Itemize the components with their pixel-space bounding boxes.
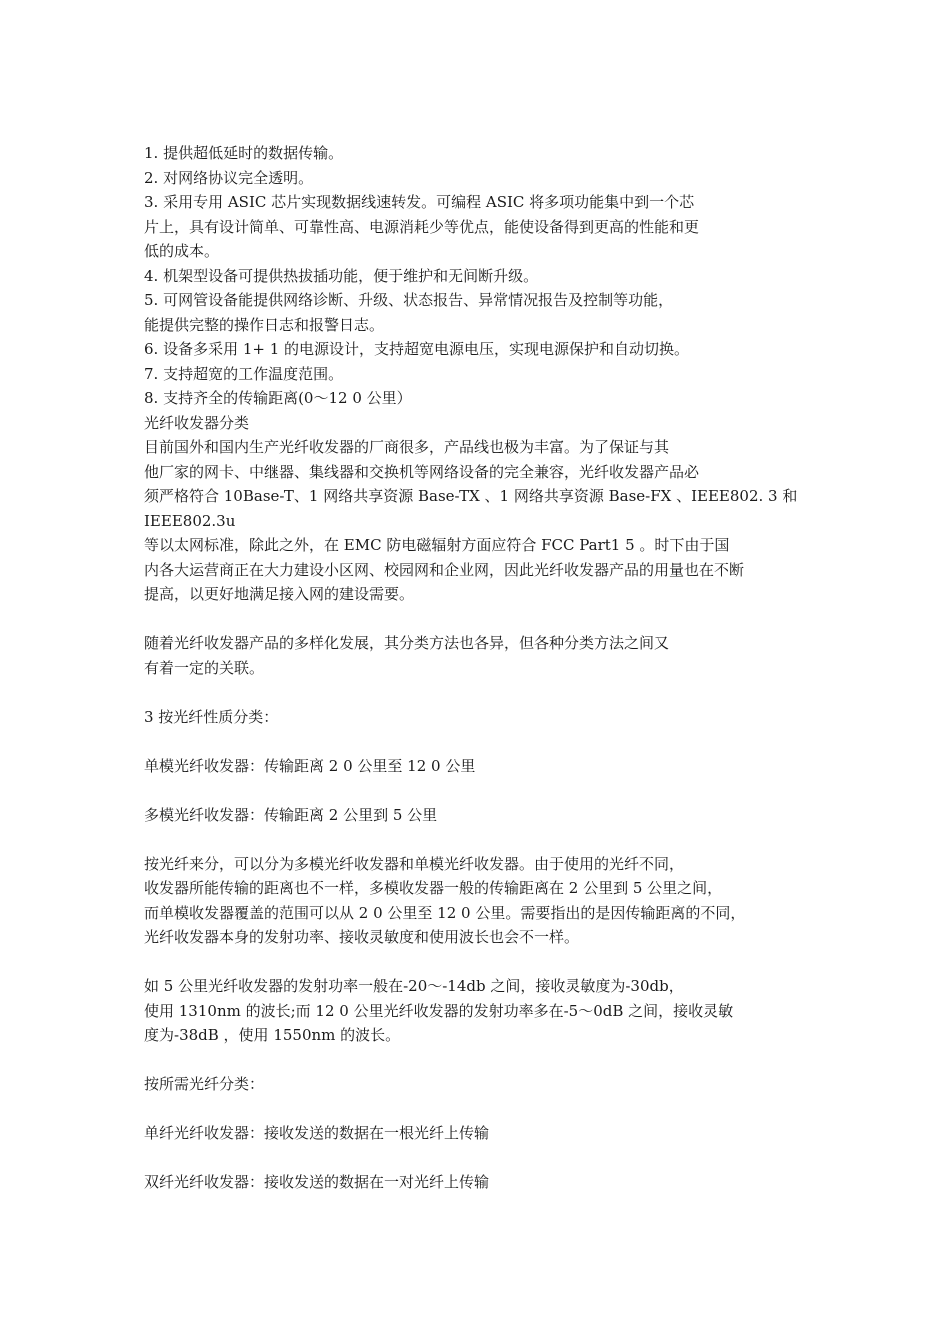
text-line: 收发器所能传输的距离也不一样，多模收发器一般的传输距离在 2 公里到 5 公里之间， — [144, 879, 723, 897]
text-line: 单模光纤收发器：传输距离 2 0 公里至 12 0 公里 — [144, 756, 476, 775]
text-line: 2. 对网络协议完全透明。 — [144, 168, 314, 187]
text-line: 光纤收发器分类 — [144, 413, 250, 432]
text-line: 1. 提供超低延时的数据传输。 — [144, 144, 344, 162]
text-line: 他厂家的网卡、中继器、集线器和交换机等网络设备的完全兼容，光纤收发器产品必 — [144, 462, 700, 481]
text-line: 随着光纤收发器产品的多样化发展，其分类方法也各异，但各种分类方法之间又 — [144, 634, 670, 652]
text-line: 3 按光纤性质分类： — [144, 707, 279, 726]
text-line: 光纤收发器本身的发射功率、接收灵敏度和使用波长也会不一样。 — [144, 928, 580, 946]
text-line: 8. 支持齐全的传输距离(0～12 0 公里） — [144, 389, 412, 407]
text-line: 按所需光纤分类： — [144, 1075, 265, 1093]
text-line: 片上，具有设计简单、可靠性高、电源消耗少等优点，能使设备得到更高的性能和更 — [144, 217, 700, 236]
text-line: IEEE802.3u — [144, 511, 236, 530]
text-line: 3. 采用专用 ASIC 芯片实现数据线速转发。可编程 ASIC 将多项功能集中到一个芯 — [144, 193, 695, 211]
blank-line — [144, 827, 814, 852]
blank-line — [144, 950, 814, 975]
text-line: 如 5 公里光纤收发器的发射功率一般在-20～-14db 之间，接收灵敏度为-30db， — [144, 977, 684, 995]
blank-line — [144, 1048, 814, 1073]
text-line: 使用 1310nm 的波长;而 12 0 公里光纤收发器的发射功率多在-5～0dB 之间，接收灵敏 — [144, 1001, 734, 1020]
blank-line — [144, 607, 814, 632]
blank-line — [144, 1097, 814, 1122]
text-line: 4. 机架型设备可提供热拔插功能，便于维护和无间断升级。 — [144, 266, 539, 285]
text-line: 双纤光纤收发器：接收发送的数据在一对光纤上传输 — [144, 1173, 490, 1191]
text-line: 6. 设备多采用 1+ 1 的电源设计，支持超宽电源电压，实现电源保护和自动切换。 — [144, 340, 690, 358]
text-line: 多模光纤收发器：传输距离 2 公里到 5 公里 — [144, 805, 438, 824]
text-line: 单纤光纤收发器：接收发送的数据在一根光纤上传输 — [144, 1124, 490, 1142]
blank-line — [144, 778, 814, 803]
blank-line — [144, 729, 814, 754]
text-line: 7. 支持超宽的工作温度范围。 — [144, 364, 344, 383]
text-line: 提高，以更好地满足接入网的建设需要。 — [144, 585, 415, 603]
text-line: 目前国外和国内生产光纤收发器的厂商很多，产品线也极为丰富。为了保证与其 — [144, 438, 670, 456]
text-line: 能提供完整的操作日志和报警日志。 — [144, 315, 385, 334]
text-line: 内各大运营商正在大力建设小区网、校园网和企业网，因此光纤收发器产品的用量也在不断 — [144, 560, 745, 579]
blank-line — [144, 1146, 814, 1171]
text-line: 5. 可网管设备能提供网络诊断、升级、状态报告、异常情况报告及控制等功能， — [144, 291, 674, 309]
blank-line — [144, 680, 814, 705]
text-line: 而单模收发器覆盖的范围可以从 2 0 公里至 12 0 公里。需要指出的是因传输距离的不同， — [144, 903, 746, 922]
document-body — [144, 141, 814, 1195]
text-line: 有着一定的关联。 — [144, 658, 265, 677]
text-line: 等以太网标准，除此之外，在 EMC 防电磁辐射方面应符合 FCC Part1 5 。时下由于国 — [144, 536, 730, 554]
text-line: 低的成本。 — [144, 242, 220, 260]
text-line: 度为-38dB ，使用 1550nm 的波长。 — [144, 1026, 401, 1044]
text-line: 须严格符合 10Base-T、1 网络共享资源 Base-TX 、1 网络共享资源 Base-FX 、IEEE802. 3 和 — [144, 487, 798, 505]
text-line: 按光纤来分，可以分为多模光纤收发器和单模光纤收发器。由于使用的光纤不同， — [144, 854, 685, 873]
